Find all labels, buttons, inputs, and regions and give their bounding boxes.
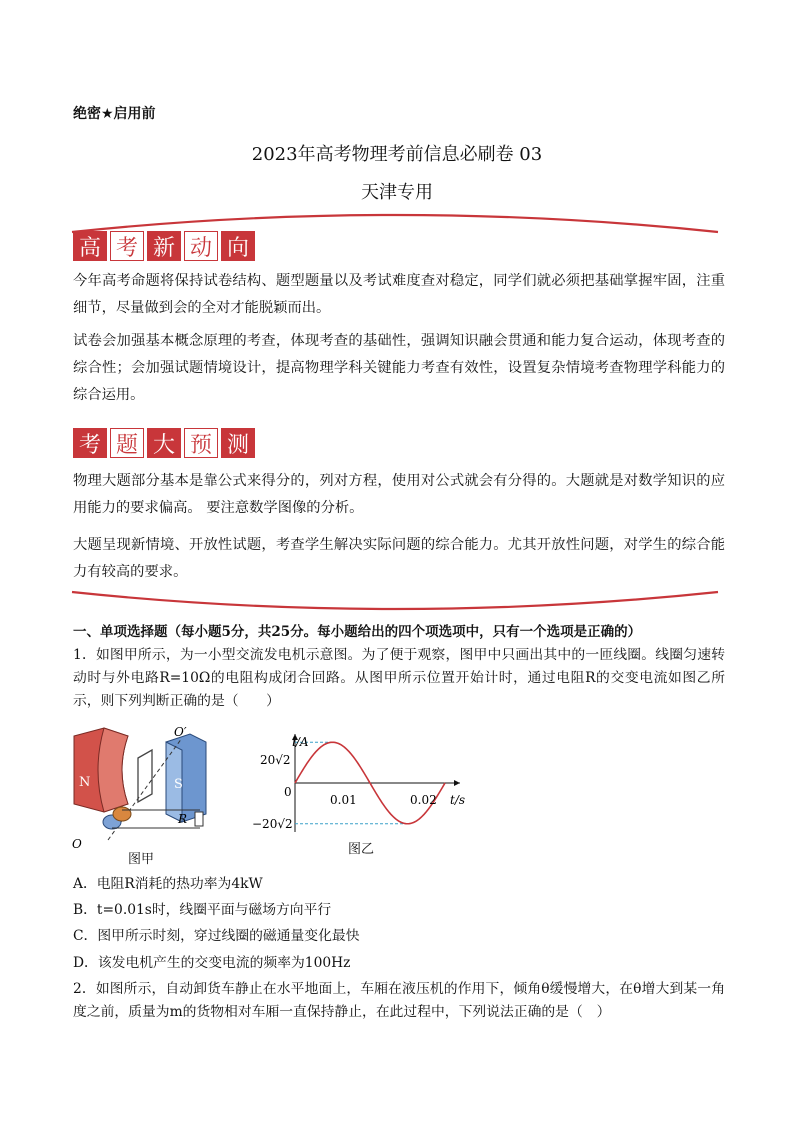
axis-bottom-label: O — [72, 837, 82, 851]
north-pole-label: N — [79, 775, 91, 790]
chart-ytick-negative: −20√2 — [252, 817, 293, 831]
section-heading: 一、单项选择题（每小题5分，共25分。每小题给出的四个项选项中，只有一个选项是正确的） — [73, 624, 642, 640]
chart-x-axis-arrow — [454, 780, 460, 786]
chart-ytick-positive: 20√2 — [260, 753, 291, 767]
q1-option-d: D．该发电机产生的交变电流的频率为100Hz — [73, 955, 351, 971]
badge-char: 动 — [184, 231, 218, 261]
chart-ylabel: i/A — [292, 735, 309, 749]
figure-b-current-chart — [250, 724, 480, 836]
axis-top-label: O′ — [174, 725, 187, 739]
q1-option-a: A．电阻R消耗的热功率为4kW — [73, 876, 263, 892]
section1-paragraph-1: 今年高考命题将保持试卷结构、题型题量以及考试难度查对稳定，同学们就必须把基础掌握牢固，注重细节，尽量做到会的全对才能脱颖而出。 — [73, 273, 725, 316]
chart-xtick-0.02: 0.02 — [410, 793, 437, 807]
badge-char: 高 — [73, 231, 107, 261]
badge-char: 预 — [184, 428, 218, 458]
chart-origin-label: 0 — [284, 785, 292, 799]
chart-xtick-0.01: 0.01 — [330, 793, 357, 807]
badge-char: 题 — [110, 428, 144, 458]
section2-paragraph-2: 大题呈现新情境、开放性试题，考查学生解决实际问题的综合能力。尤其开放性问题，对学生的综合能力有较高的要求。 — [73, 537, 725, 580]
figure-b-caption: 图乙 — [348, 842, 375, 857]
badge-gaokao-xin-dongxiang — [73, 231, 255, 261]
badge-char: 考 — [110, 231, 144, 261]
figure-a-generator — [70, 722, 210, 852]
badge-char: 向 — [221, 231, 255, 261]
page-subtitle: 天津专用 — [361, 182, 433, 203]
q1-option-b: B．t=0.01s时，线圈平面与磁场方向平行 — [73, 902, 332, 918]
badge-char: 新 — [147, 231, 181, 261]
chart-xlabel: t/s — [450, 793, 466, 807]
section2-paragraph-1: 物理大题部分基本是靠公式来得分的，列对方程，使用对公式就会有分得的。大题就是对数学知识的应用能力的要求偏高。 要注意数学图像的分析。 — [73, 473, 725, 516]
secret-label: 绝密★启用前 — [73, 106, 156, 122]
resistor-label: R — [178, 812, 188, 826]
south-pole-label: S — [174, 777, 183, 792]
badge-char: 大 — [147, 428, 181, 458]
figure-a-caption: 图甲 — [128, 852, 155, 867]
section1-paragraph-2: 试卷会加强基本概念原理的考查，体现考查的基础性，强调知识融会贯通和能力复合运动，体现考查的综合性；会加强试题情境设计，提高物理学科关键能力考查有效性，设置复杂情境考查物理学科能力的综合运用。 — [73, 333, 725, 403]
page-title: 2023年高考物理考前信息必刷卷 03 — [251, 144, 543, 165]
badge-kaoti-da-yuce — [73, 428, 255, 458]
badge-char: 考 — [73, 428, 107, 458]
q1-option-c: C．图甲所示时刻，穿过线圈的磁通量变化最快 — [73, 928, 360, 944]
bottom-arc-divider — [60, 588, 730, 614]
question-1-text: 1．如图甲所示，为一小型交流发电机示意图。为了便于观察，图甲中只画出其中的一匝线圈。线圈匀速转动时与外电路R=10Ω的电阻构成闭合回路。从图甲所示位置开始计时，通过电阻R的交变电流如图乙所示，则下列判断正确的是（ ） — [73, 647, 725, 709]
badge-char: 测 — [221, 428, 255, 458]
question-2-text: 2．如图所示，自动卸货车静止在水平地面上，车厢在液压机的作用下，倾角θ缓慢增大，在θ增大到某一角度之前，质量为m的货物相对车厢一直保持静止，在此过程中，下列说法正确的是（ ） — [73, 981, 725, 1020]
